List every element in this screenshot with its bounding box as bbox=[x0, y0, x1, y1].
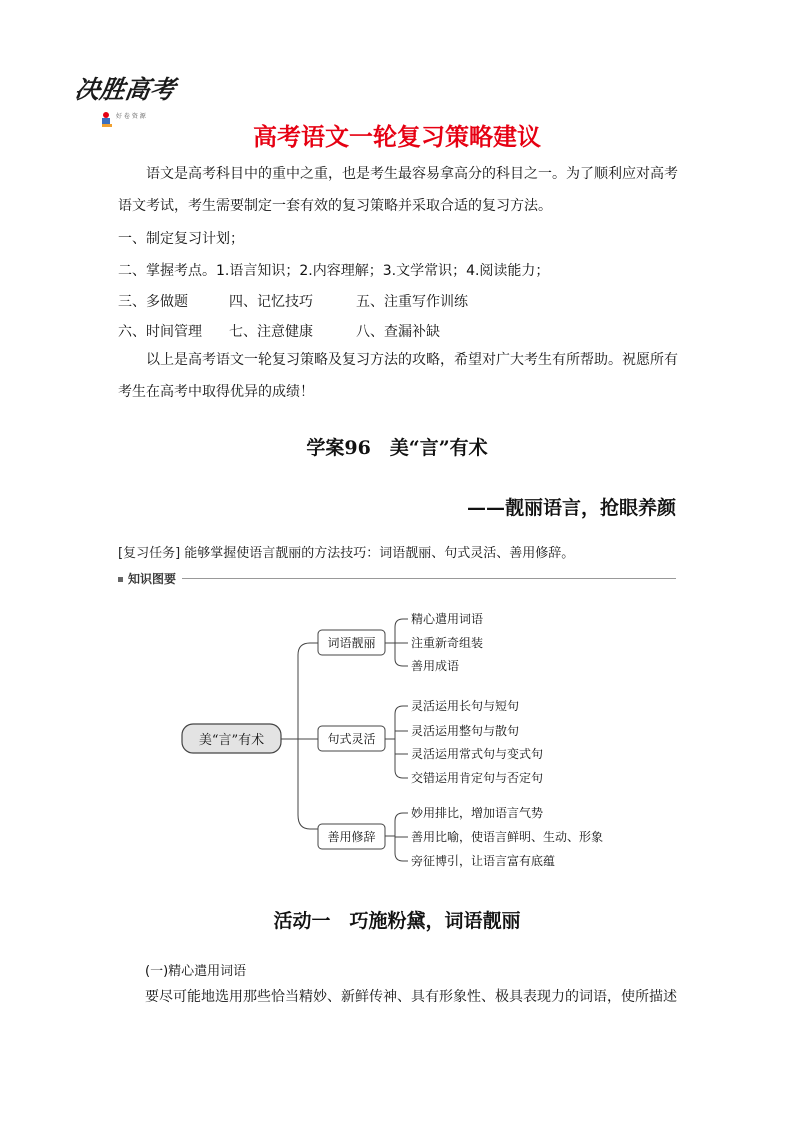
step-item: 三、多做题 bbox=[118, 294, 188, 310]
step-item: 五、注重写作训练 bbox=[356, 294, 468, 310]
mind-map-leaf: 注重新奇组装 bbox=[411, 636, 484, 650]
step-line-3 bbox=[118, 291, 468, 311]
mind-map-leaf: 旁征博引，让语言富有底蕴 bbox=[411, 854, 556, 868]
step-line-4 bbox=[118, 321, 440, 341]
mind-map bbox=[0, 600, 794, 890]
review-task-text: 能够掌握使语言靓丽的方法技巧：词语靓丽、句式灵活、善用修辞。 bbox=[184, 546, 575, 561]
mind-map-branch-label: 善用修辞 bbox=[327, 830, 376, 844]
review-task bbox=[118, 542, 574, 561]
mind-map-leaf: 灵活运用整句与散句 bbox=[411, 724, 520, 738]
mind-map-leaf: 交错运用肯定句与否定句 bbox=[411, 771, 544, 785]
mind-map-leaf: 灵活运用长句与短句 bbox=[411, 699, 520, 713]
mind-map-leaf: 善用成语 bbox=[411, 659, 460, 673]
section-label bbox=[118, 570, 182, 587]
review-task-tag: [复习任务] bbox=[118, 546, 181, 561]
mind-map-leaf: 灵活运用常式句与变式句 bbox=[411, 747, 544, 761]
step-item: 四、记忆技巧 bbox=[229, 294, 313, 310]
step-line-1: 一、制定复习计划； bbox=[118, 231, 244, 247]
mind-map-leaf: 精心遣用词语 bbox=[411, 612, 484, 626]
step-item: 六、时间管理 bbox=[118, 324, 202, 340]
mind-map-root-label: 美“言”有术 bbox=[198, 733, 265, 748]
mind-map-leaf: 善用比喻，使语言鲜明、生动、形象 bbox=[411, 830, 604, 844]
step-item: 八、查漏补缺 bbox=[356, 324, 440, 340]
activity-body: 要尽可能地选用那些恰当精妙、新鲜传神、具有形象性、极具表现力的词语，使所描述 bbox=[145, 989, 677, 1005]
section-divider bbox=[118, 578, 676, 579]
mind-map-branch-label: 词语靓丽 bbox=[327, 636, 376, 650]
step-line-2: 二、掌握考点。1.语言知识；2.内容理解；3.文学常识；4.阅读能力； bbox=[118, 263, 550, 279]
case-subtitle: ——靓丽语言，抢眼养颜 bbox=[466, 497, 676, 519]
document-title: 高考语文一轮复习策略建议 bbox=[253, 123, 541, 151]
step-item: 七、注意健康 bbox=[229, 324, 313, 340]
intro-paragraph: 语文是高考科目中的重中之重，也是考生最容易拿高分的科目之一。为了顺利应对高考语文考试，考生需要制定一套有效的复习策略并采取合适的复习方法。 bbox=[118, 166, 678, 214]
mind-map-branch-label: 句式灵活 bbox=[327, 732, 376, 746]
mind-map-leaf: 妙用排比，增加语言气势 bbox=[411, 806, 544, 820]
square-bullet-icon bbox=[118, 577, 123, 582]
logo-text: 决胜高考 bbox=[76, 74, 178, 104]
activity-title: 活动一 巧施粉黛，词语靓丽 bbox=[273, 910, 521, 932]
activity-subheading: (一)精心遣用词语 bbox=[145, 964, 247, 979]
logo-subtext: 好 卷 资 源 bbox=[116, 113, 146, 120]
section-label-text: 知识图要 bbox=[128, 572, 177, 586]
case-title: 学案96 美“言”有术 bbox=[306, 437, 488, 459]
outro-paragraph: 以上是高考语文一轮复习策略及复习方法的攻略，希望对广大考生有所帮助。祝愿所有考生在高考中取得优异的成绩！ bbox=[118, 352, 678, 400]
